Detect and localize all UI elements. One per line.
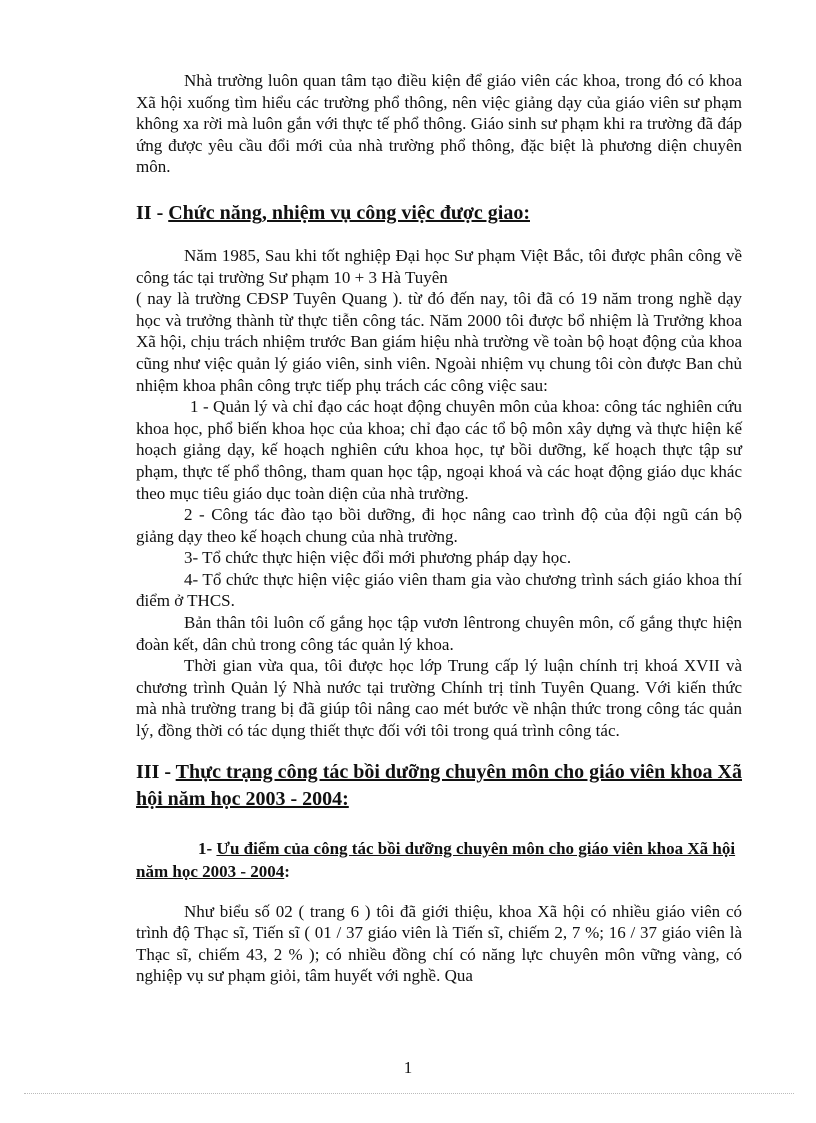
duty-item-1: 1 - Quản lý và chỉ đạo các hoạt động chuyên môn của khoa: công tác nghiên cứu khoa học, phổ biến khoa học của khoa; chỉ đạo các tổ bộ môn xây dựng và thực hiện kế hoạch giảng dạy, kế hoạch nghiên cứu khoa học, tự bồi dưỡng, kế hoạch thực tập sư phạm, thực tế phổ thông, tham quan học tập, ngoại khoá và các hoạt động giáo dục khác theo mục tiêu giáo dục toàn diện của nhà trường. — [136, 397, 742, 503]
section-2-number: II - — [136, 201, 169, 224]
page-divider — [24, 1093, 794, 1094]
section-2-paragraph-3: Bản thân tôi luôn cố gắng học tập vươn lêntrong chuyên môn, cố gắng thực hiện đoàn kết, dân chủ trong công tác quản lý khoa. — [136, 613, 742, 654]
duty-item-2: 2 - Công tác đào tạo bồi dưỡng, đi học nâng cao trình độ của đội ngũ cán bộ giảng dạy theo kế hoạch chung của nhà trường. — [136, 505, 742, 546]
intro-paragraph: Nhà trường luôn quan tâm tạo điều kiện để giáo viên các khoa, trong đó có khoa Xã hội xuống tìm hiểu các trường phổ thông, nên việc giảng dạy của giáo viên sư phạm không xa rời mà luôn gắn với thực tế phổ thông. Giáo sinh sư phạm khi ra trường đã đáp ứng được yêu cầu đổi mới của nhà trường phổ thông, đặc biệt là phương diện chuyên môn. — [136, 71, 742, 177]
duty-item-4: 4- Tổ chức thực hiện việc giáo viên tham gia vào chương trình sách giáo khoa thí điểm ở THCS. — [136, 569, 742, 611]
subsection-1-heading — [136, 837, 742, 883]
page-number: 1 — [403, 1058, 413, 1077]
duty-item-3: 3- Tổ chức thực hiện việc đổi mới phương pháp dạy học. — [184, 548, 572, 568]
section-2-paragraph-4: Thời gian vừa qua, tôi được học lớp Trung cấp lý luận chính trị khoá XVII và chương trình Quản lý Nhà nước tại trường Chính trị tỉnh Tuyên Quang. Với kiến thức mà nhà trường trang bị đã giúp tôi nâng cao mét bước về nhận thức trong công tác quản lý, đồng thời có tác dụng thiết thực đối với tôi trong quá trình công tác. — [136, 656, 742, 741]
section-3-paragraph-1: Như biểu số 02 ( trang 6 ) tôi đã giới thiệu, khoa Xã hội có nhiều giáo viên có trình độ Thạc sĩ, Tiến sĩ ( 01 / 37 giáo viên là Tiến sĩ, chiếm 2, 7 %; 16 / 37 giáo viên là Thạc sĩ, chiếm 43, 2 % ); có nhiều đồng chí có năng lực chuyên môn vững vàng, có nghiệp vụ sư phạm giỏi, tâm huyết với nghề. Qua — [136, 901, 742, 986]
subsection-1-title: Ưu điểm của công tác bồi dưỡng chuyên môn cho giáo viên khoa Xã hội năm học 2003 - 2004 — [136, 838, 736, 881]
section-3-title: Thực trạng công tác bồi dưỡng chuyên môn cho giáo viên khoa Xã hội năm học 2003 - 2004: — [136, 760, 743, 810]
section-3-number: III - — [136, 760, 176, 783]
subsection-1-colon: : — [284, 861, 290, 881]
document-page — [136, 70, 742, 987]
section-2-heading — [136, 200, 742, 227]
section-2-title: Chức năng, nhiệm vụ công việc được giao: — [168, 201, 530, 224]
section-2-paragraph-2: ( nay là trường CĐSP Tuyên Quang ). từ đó đến nay, tôi đã có 19 năm trong nghề dạy học và trưởng thành từ thực tiễn công tác. Năm 2000 tôi được bổ nhiệm là Trưởng khoa Xã hội, chịu trách nhiệm trước Ban giám hiệu nhà trường về toàn bộ hoạt động của khoa cũng như việc quản lý giáo viên, sinh viên. Ngoài nhiệm vụ chung tôi còn được Ban chủ nhiệm khoa phân công trực tiếp phụ trách các công việc sau: — [136, 289, 742, 395]
section-2-paragraph-1: Năm 1985, Sau khi tốt nghiệp Đại học Sư phạm Việt Bắc, tôi được phân công về công tác tại trường Sư phạm 10 + 3 Hà Tuyên — [136, 245, 742, 287]
subsection-1-number: 1- — [198, 838, 217, 858]
section-3-heading — [136, 759, 742, 813]
